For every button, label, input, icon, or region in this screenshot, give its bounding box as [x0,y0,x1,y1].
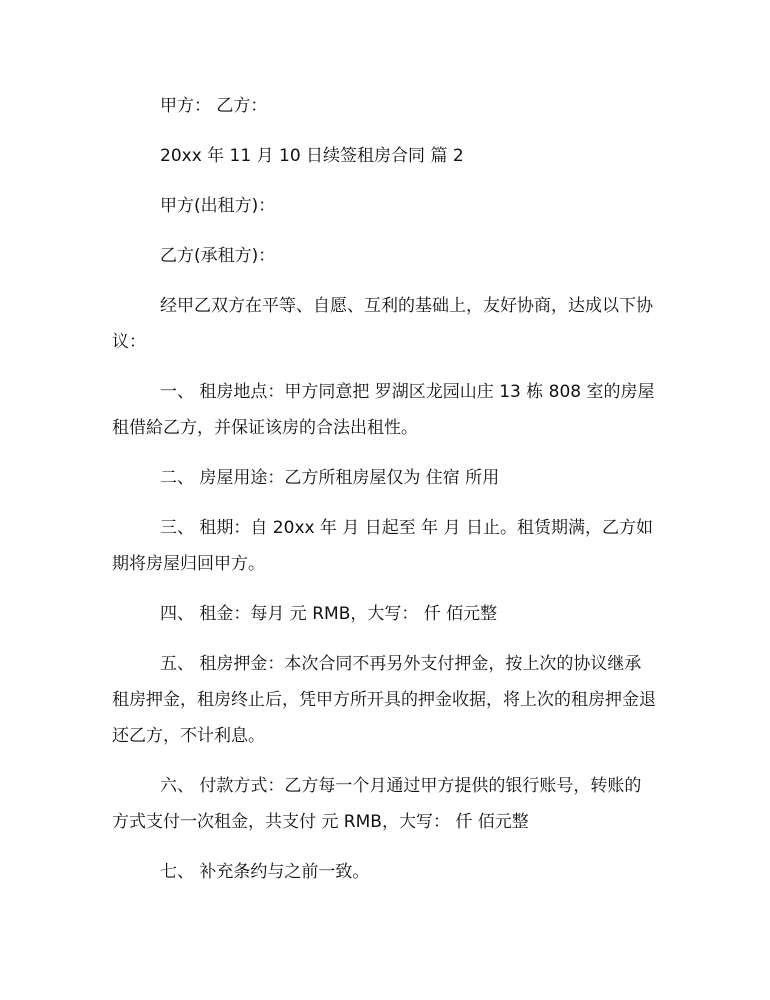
preamble-paragraph: 经甲乙双方在平等、自愿、互利的基础上，友好协商，达成以下协议： [112,296,653,352]
document-body [112,88,657,904]
clause-7-supplement: 七、 补充条约与之前一致。 [160,862,370,882]
clause-3-term: 三、 租期：自 20xx 年 月 日起至 年 月 日止。租赁期满，乙方如期将房屋归回甲方。 [112,518,653,574]
clause-2-usage: 二、 房屋用途：乙方所租房屋仅为 住宿 所用 [160,468,500,488]
clause-5-deposit: 五、 租房押金：本次合同不再另外支付押金，按上次的协议继承租房押金，租房终止后，凭甲方所开具的押金收据，将上次的租房押金退还乙方，不计利息。 [112,654,656,746]
clause-4-rent: 四、 租金：每月 元 RMB，大写： 仟 佰元整 [160,604,498,624]
clause-1-location: 一、 租房地点：甲方同意把 罗湖区龙园山庄 13 栋 808 室的房屋租借給乙方，并保证该房的合法出租性。 [112,382,655,438]
clause-6-payment: 六、 付款方式：乙方每一个月通过甲方提供的银行账号，转账的方式支付一次租金，共支付 元 RMB，大写： 仟 佰元整 [112,776,642,832]
party-a-lessor: 甲方(出租方)： [160,196,276,216]
contract-title: 20xx 年 11 月 10 日续签租房合同 篇 2 [160,146,464,166]
party-b-lessee: 乙方(承租方)： [160,246,276,266]
party-line: 甲方： 乙方： [160,96,268,116]
